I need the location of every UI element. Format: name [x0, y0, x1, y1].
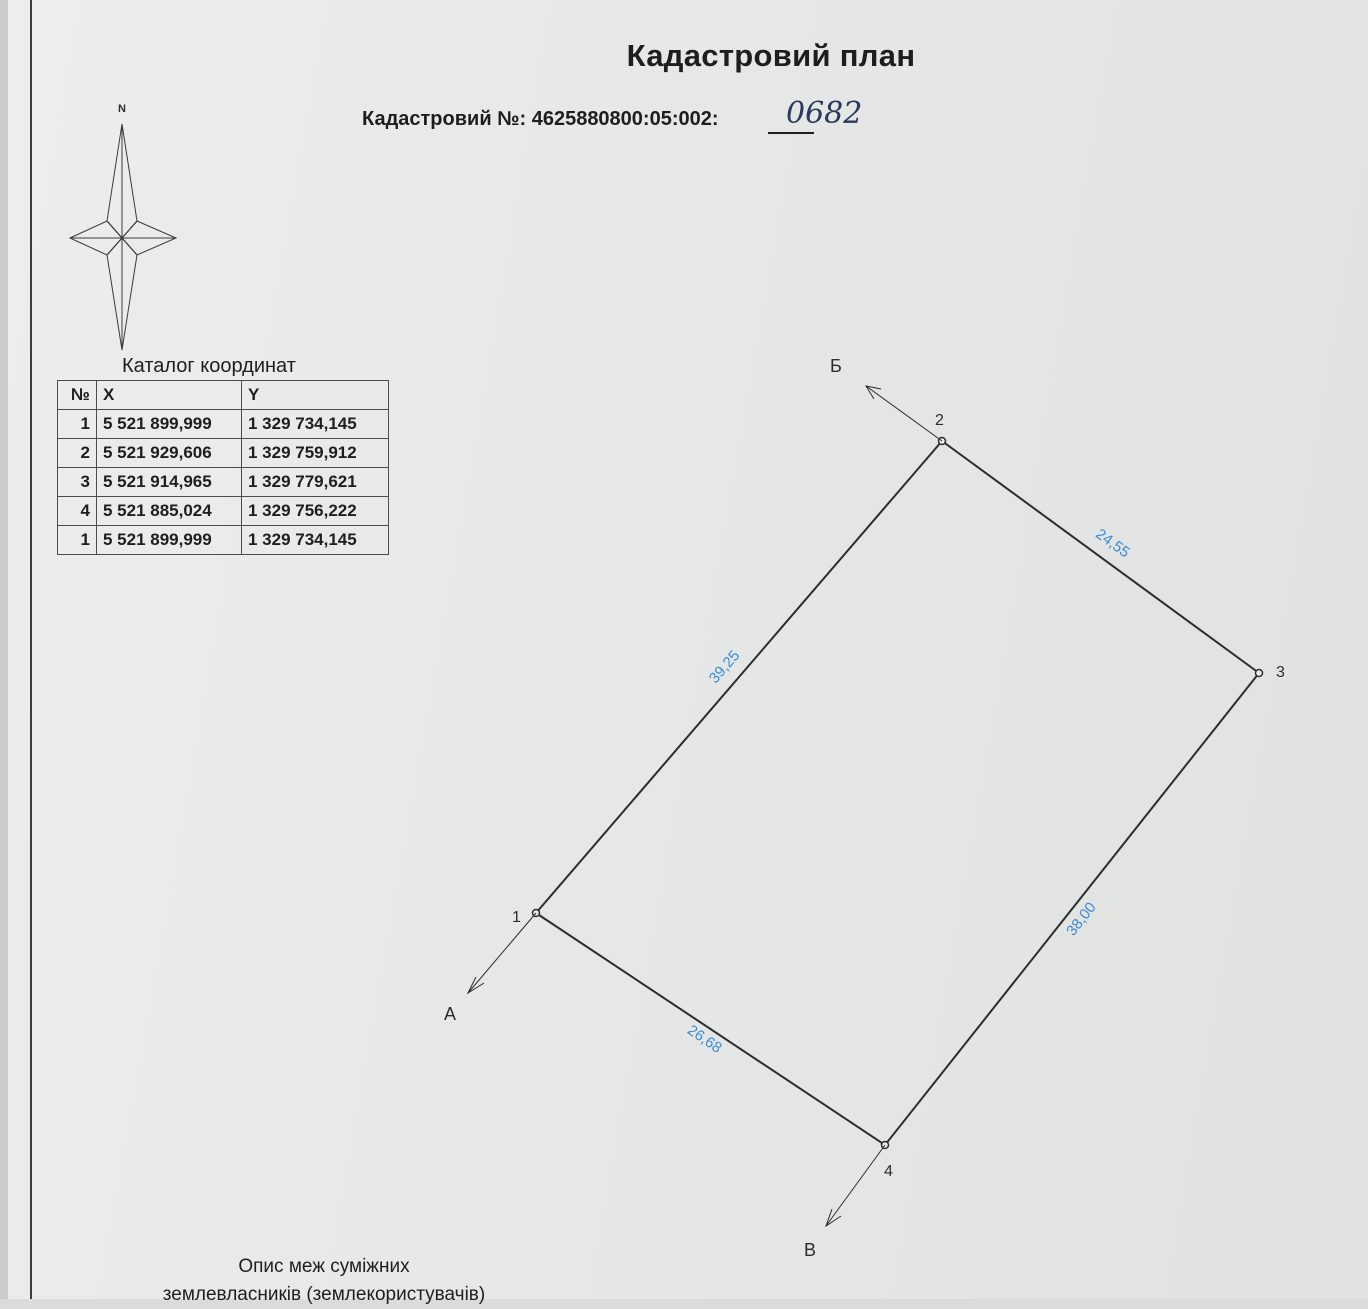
- page-title: Кадастровий план: [626, 38, 916, 73]
- compass-north-label: N: [118, 103, 126, 115]
- vertex-label-1: 1: [512, 909, 521, 926]
- cell-y: 1 329 734,145: [242, 410, 389, 439]
- cell-x: 5 521 929,606: [97, 439, 242, 468]
- cadastral-number-handwritten: 0682: [786, 96, 863, 131]
- vertex-label-4: 4: [884, 1163, 893, 1180]
- cell-y: 1 329 756,222: [242, 497, 389, 526]
- neighbor-label-b: Б: [830, 356, 842, 376]
- column-header-x: X: [97, 381, 242, 410]
- footer-line-2: землевласників (землекористувачів): [162, 1284, 486, 1305]
- cell-x: 5 521 899,999: [97, 410, 242, 439]
- cell-y: 1 329 779,621: [242, 468, 389, 497]
- neighbor-label-v: В: [804, 1240, 817, 1260]
- segment-length-3-4: 38,00: [1063, 899, 1100, 940]
- plot-boundary: [536, 441, 1259, 1145]
- cell-y: 1 329 734,145: [242, 526, 389, 555]
- neighbor-arrow-a: [468, 913, 536, 993]
- cell-point-number: 4: [58, 497, 97, 526]
- cell-x: 5 521 914,965: [97, 468, 242, 497]
- segment-length-2-3: 24,55: [1092, 525, 1133, 562]
- cell-point-number: 3: [58, 468, 97, 497]
- vertex-markers: [533, 438, 1263, 1149]
- cell-x: 5 521 885,024: [97, 497, 242, 526]
- neighbor-label-a: А: [444, 1004, 457, 1024]
- catalog-title: Каталог координат: [122, 355, 296, 377]
- cell-point-number: 1: [58, 526, 97, 555]
- vertex-label-3: 3: [1276, 664, 1285, 681]
- boundary-segment-4-1: [536, 913, 885, 1145]
- segment-length-4-1: 26,68: [684, 1021, 725, 1057]
- cell-point-number: 2: [58, 439, 97, 468]
- neighbors-description-caption: [150, 1253, 498, 1309]
- boundary-segment-1-2: [536, 441, 942, 913]
- column-header-y: Y: [242, 381, 389, 410]
- vertex-label-2: 2: [935, 412, 944, 429]
- segment-length-1-2: 39,25: [705, 647, 744, 687]
- cell-x: 5 521 899,999: [97, 526, 242, 555]
- boundary-segment-3-4: [885, 673, 1259, 1145]
- cell-y: 1 329 759,912: [242, 439, 389, 468]
- cell-point-number: 1: [58, 410, 97, 439]
- neighbor-arrow-b: [866, 386, 942, 441]
- compass-rose-icon: [70, 103, 176, 350]
- neighbor-arrow-v: [826, 1145, 885, 1226]
- boundary-segment-2-3: [942, 441, 1259, 673]
- vertex-marker-3: [1256, 670, 1263, 677]
- footer-line-1: Опис меж суміжних: [238, 1256, 410, 1277]
- column-header-number: №: [58, 381, 97, 410]
- cadastral-number-label: Кадастровий №: 4625880800:05:002:: [362, 108, 719, 130]
